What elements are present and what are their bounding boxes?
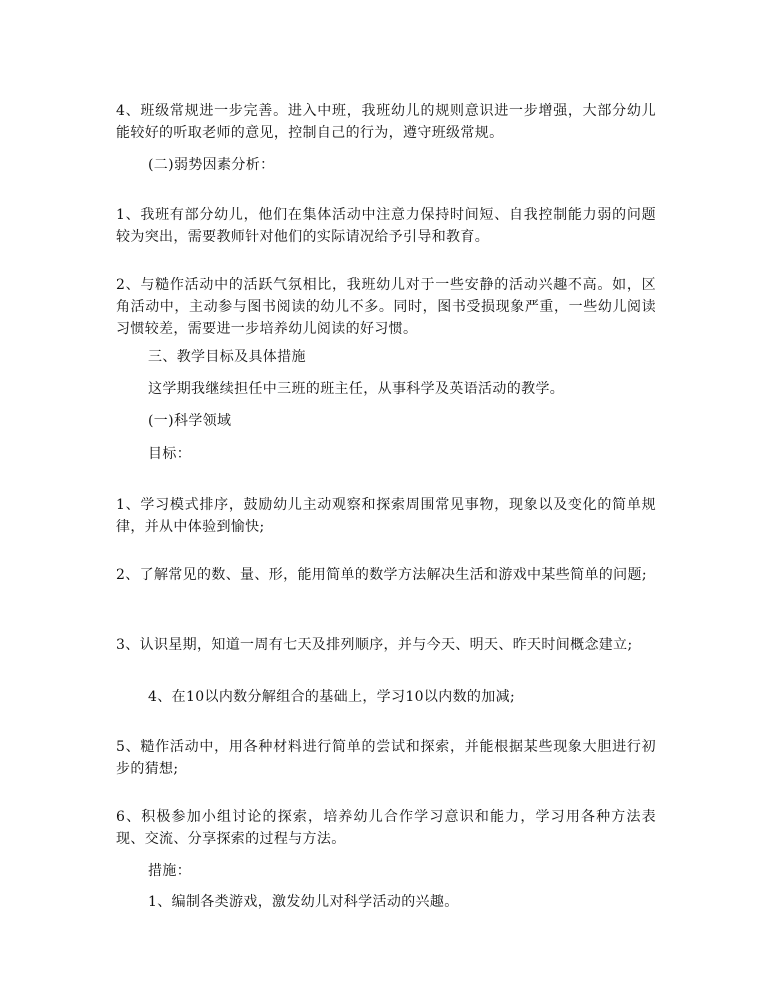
heading-science-domain: (一)科学领域 xyxy=(148,413,232,429)
goal-item-6: 6、积极参加小组讨论的探索，培养幼儿合作学习意识和能力，学习用各种方法表现、交流、分享探索的过程与方法。 xyxy=(116,809,656,847)
measure-item-1: 1、编制各类游戏，激发幼儿对科学活动的兴趣。 xyxy=(148,894,459,910)
paragraph-class-routine: 4、班级常规进一步完善。进入中班，我班幼儿的规则意识进一步增强，大部分幼儿能较好的听取老师的意见，控制自己的行为，遵守班级常规。 xyxy=(116,103,656,141)
paragraph-weakness-1: 1、我班有部分幼儿，他们在集体活动中注意力保持时间短、自我控制能力弱的问题较为突出，需要教师针对他们的实际请况给予引导和教育。 xyxy=(116,207,656,245)
heading-teaching-goals: 三、教学目标及具体措施 xyxy=(148,349,306,365)
goal-item-5: 5、糙作活动中，用各种材料进行简单的尝试和探索，并能根据某些现象大胆进行初步的猜想; xyxy=(116,739,656,777)
goal-item-1: 1、学习模式排序，鼓励幼儿主动观察和探索周围常见事物，现象以及变化的简单规律，并从中体验到愉快; xyxy=(116,497,656,535)
paragraph-weakness-2: 2、与糙作活动中的活跃气氛相比，我班幼儿对于一些安静的活动兴趣不高。如，区角活动中，主动参与图书阅读的幼儿不多。同时，图书受损现象严重，一些幼儿阅读习惯较差，需要进一步培养幼儿阅读的好习惯。 xyxy=(116,277,656,337)
paragraph-intro: 这学期我继续担任中三班的班主任，从事科学及英语活动的教学。 xyxy=(148,381,565,397)
heading-measures: 措施： xyxy=(148,863,192,879)
goal-item-4: 4、在10以内数分解组合的基础上，学习10以内数的加减; xyxy=(148,689,516,705)
goal-item-3: 3、认识星期，知道一周有七天及排列顺序，并与今天、明天、昨天时间概念建立; xyxy=(116,637,633,653)
heading-goals: 目标： xyxy=(148,446,192,462)
goal-item-2: 2、了解常见的数、量、形，能用简单的数学方法解决生活和游戏中某些简单的问题; xyxy=(116,567,647,583)
heading-weakness-analysis: (二)弱势因素分析： xyxy=(148,157,275,173)
